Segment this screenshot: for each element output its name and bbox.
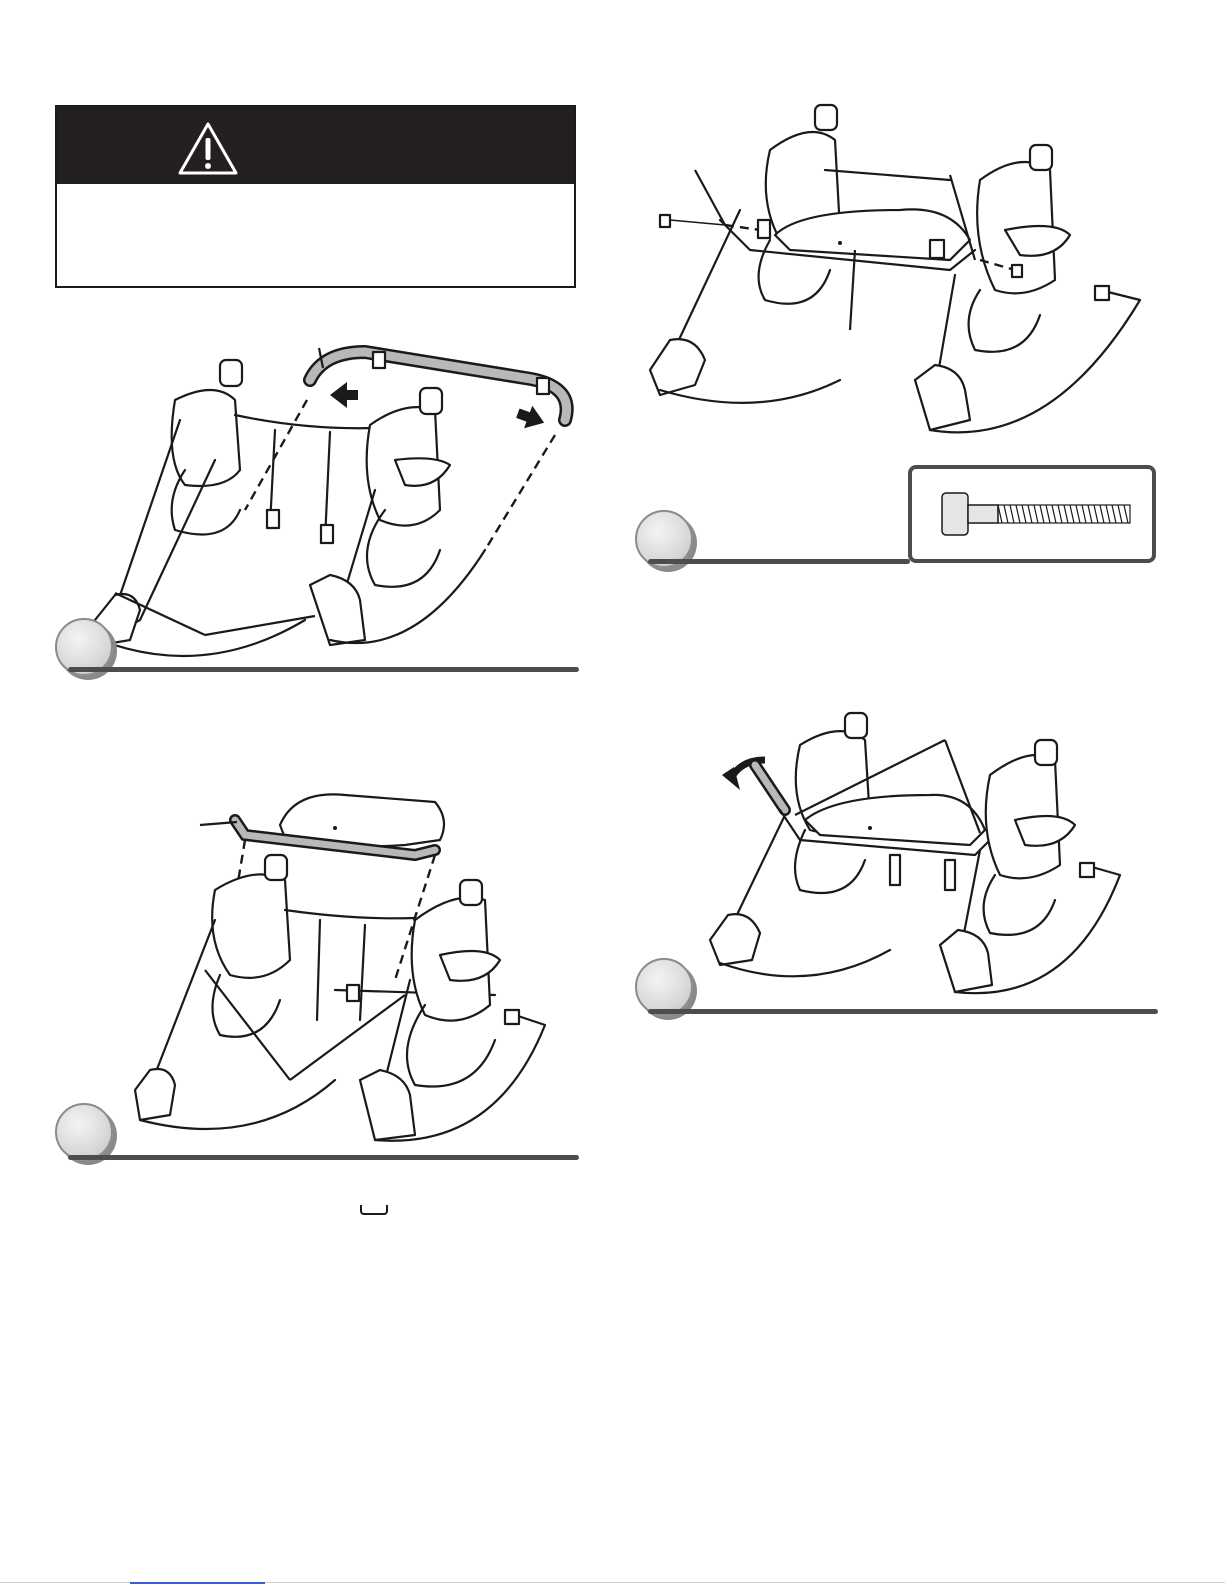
step-badge-b [55, 1103, 113, 1161]
warning-header [57, 107, 574, 184]
warning-box [55, 105, 576, 288]
step-illustration-seat-tray [55, 780, 580, 1150]
bolt-icon [940, 489, 1140, 539]
bracket-mark [360, 1205, 388, 1215]
step-illustration-bolt-insertion [630, 100, 1160, 450]
step-rule-b [68, 1155, 579, 1160]
hardware-inset [908, 465, 1156, 563]
step-rule-d [648, 1009, 1158, 1014]
warning-triangle-icon [177, 121, 239, 177]
step-illustration-frame-tube [55, 340, 580, 670]
step-rule-c [648, 559, 910, 564]
step-badge-d [635, 958, 693, 1016]
step-illustration-lever-lock [700, 705, 1160, 1000]
footer-link-underline[interactable] [130, 1582, 265, 1584]
step-rule-a [68, 667, 579, 672]
